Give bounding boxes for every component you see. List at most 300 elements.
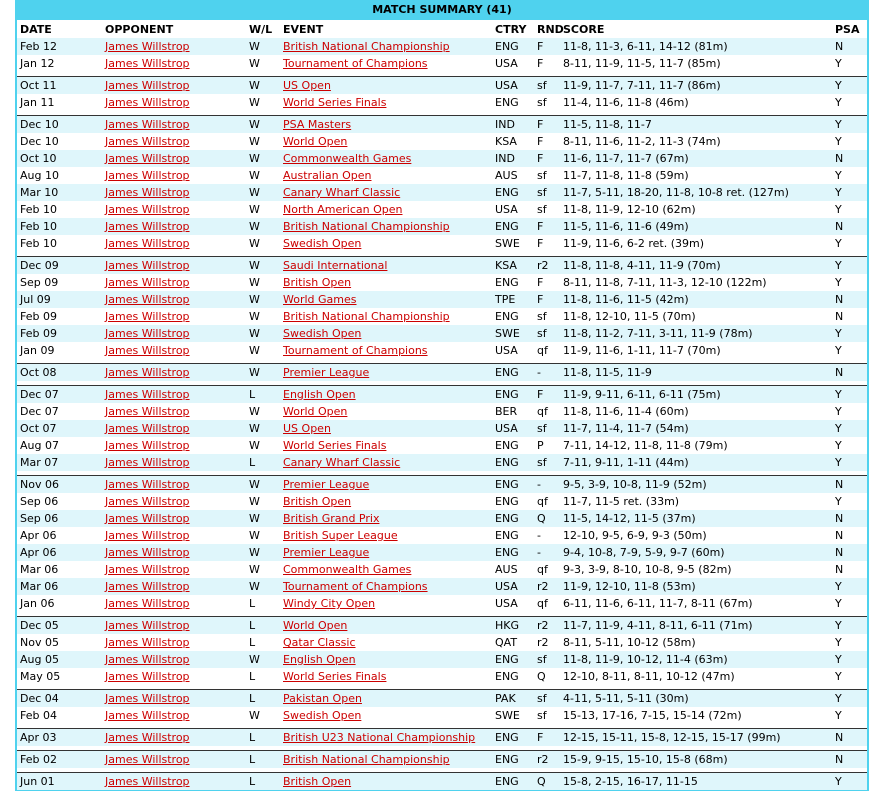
score-cell: 9-5, 3-9, 10-8, 11-9 (52m) xyxy=(560,476,832,494)
match-date: Apr 06 xyxy=(17,544,102,561)
table-row xyxy=(17,342,867,359)
event-link[interactable]: North American Open xyxy=(283,203,403,216)
event-link[interactable]: Swedish Open xyxy=(283,327,362,340)
opponent-link[interactable]: James Willstrop xyxy=(105,456,190,469)
table-row xyxy=(17,544,867,561)
opponent-link[interactable]: James Willstrop xyxy=(105,327,190,340)
score-cell: 11-9, 9-11, 6-11, 6-11 (75m) xyxy=(560,386,832,404)
event-link[interactable]: World Games xyxy=(283,293,357,306)
event-cell xyxy=(280,751,492,769)
opponent-cell xyxy=(102,707,246,724)
event-cell xyxy=(280,578,492,595)
opponent-link[interactable]: James Willstrop xyxy=(105,96,190,109)
score-cell: 11-9, 11-7, 7-11, 11-7 (86m) xyxy=(560,77,832,95)
event-cell xyxy=(280,133,492,150)
event-link[interactable]: English Open xyxy=(283,653,356,666)
country-cell: BER xyxy=(492,403,534,420)
match-date: Aug 10 xyxy=(17,167,102,184)
psa-cell: Y xyxy=(832,668,867,685)
country-cell: ENG xyxy=(492,773,534,791)
event-link[interactable]: Premier League xyxy=(283,478,370,491)
event-cell xyxy=(280,690,492,708)
opponent-link[interactable]: James Willstrop xyxy=(105,512,190,525)
event-link[interactable]: English Open xyxy=(283,388,356,401)
event-link[interactable]: World Series Finals xyxy=(283,670,387,683)
score-cell: 11-7, 11-8, 11-8 (59m) xyxy=(560,167,832,184)
opponent-link[interactable]: James Willstrop xyxy=(105,439,190,452)
opponent-cell xyxy=(102,729,246,747)
opponent-link[interactable]: James Willstrop xyxy=(105,310,190,323)
score-cell: 11-9, 12-10, 11-8 (53m) xyxy=(560,578,832,595)
event-cell xyxy=(280,707,492,724)
score-cell: 11-9, 11-6, 1-11, 11-7 (70m) xyxy=(560,342,832,359)
opponent-link[interactable]: James Willstrop xyxy=(105,79,190,92)
score-cell: 11-8, 11-9, 12-10 (62m) xyxy=(560,201,832,218)
opponent-link[interactable]: James Willstrop xyxy=(105,169,190,182)
round-cell: P xyxy=(534,437,560,454)
event-link[interactable]: Pakistan Open xyxy=(283,692,362,705)
result-cell: W xyxy=(246,561,280,578)
event-link[interactable]: World Series Finals xyxy=(283,96,387,109)
opponent-cell xyxy=(102,201,246,218)
match-date: Sep 09 xyxy=(17,274,102,291)
match-date: Dec 07 xyxy=(17,386,102,404)
result-cell: W xyxy=(246,235,280,252)
event-link[interactable]: Tournament of Champions xyxy=(283,344,428,357)
psa-cell: Y xyxy=(832,184,867,201)
opponent-cell xyxy=(102,617,246,635)
opponent-cell xyxy=(102,773,246,791)
result-cell: W xyxy=(246,167,280,184)
match-table xyxy=(17,20,867,790)
table-row xyxy=(17,133,867,150)
opponent-link[interactable]: James Willstrop xyxy=(105,619,190,632)
country-cell: IND xyxy=(492,116,534,134)
opponent-link[interactable]: James Willstrop xyxy=(105,580,190,593)
table-row xyxy=(17,274,867,291)
psa-cell: N xyxy=(832,218,867,235)
round-cell: - xyxy=(534,527,560,544)
country-cell: USA xyxy=(492,420,534,437)
opponent-link[interactable]: James Willstrop xyxy=(105,709,190,722)
event-link[interactable]: PSA Masters xyxy=(283,118,352,131)
event-cell xyxy=(280,325,492,342)
result-cell: W xyxy=(246,184,280,201)
psa-cell: N xyxy=(832,476,867,494)
opponent-link[interactable]: James Willstrop xyxy=(105,220,190,233)
table-row xyxy=(17,578,867,595)
event-cell xyxy=(280,386,492,404)
table-row xyxy=(17,364,867,382)
event-link[interactable]: British National Championship xyxy=(283,220,450,233)
event-link[interactable]: Canary Wharf Classic xyxy=(283,456,401,469)
country-cell: USA xyxy=(492,578,534,595)
opponent-link[interactable]: James Willstrop xyxy=(105,57,190,70)
table-row xyxy=(17,184,867,201)
score-cell: 9-3, 3-9, 8-10, 10-8, 9-5 (82m) xyxy=(560,561,832,578)
opponent-cell xyxy=(102,291,246,308)
opponent-link[interactable]: James Willstrop xyxy=(105,40,190,53)
event-link[interactable]: Commonwealth Games xyxy=(283,563,412,576)
opponent-link[interactable]: James Willstrop xyxy=(105,118,190,131)
opponent-link[interactable]: James Willstrop xyxy=(105,653,190,666)
opponent-cell xyxy=(102,184,246,201)
score-cell: 11-5, 11-8, 11-7 xyxy=(560,116,832,134)
event-link[interactable]: Qatar Classic xyxy=(283,636,356,649)
country-cell: ENG xyxy=(492,364,534,382)
psa-cell: Y xyxy=(832,578,867,595)
round-cell: r2 xyxy=(534,634,560,651)
opponent-cell xyxy=(102,257,246,275)
event-cell xyxy=(280,493,492,510)
event-cell xyxy=(280,308,492,325)
match-date: Aug 07 xyxy=(17,437,102,454)
match-date: Dec 09 xyxy=(17,257,102,275)
event-cell xyxy=(280,668,492,685)
opponent-link[interactable]: James Willstrop xyxy=(105,259,190,272)
table-row xyxy=(17,751,867,769)
round-cell: sf xyxy=(534,201,560,218)
country-cell: ENG xyxy=(492,38,534,55)
opponent-cell xyxy=(102,690,246,708)
score-cell: 11-8, 11-2, 7-11, 3-11, 11-9 (78m) xyxy=(560,325,832,342)
round-cell: F xyxy=(534,150,560,167)
round-cell: sf xyxy=(534,454,560,471)
round-cell: sf xyxy=(534,94,560,111)
event-link[interactable]: British National Championship xyxy=(283,753,450,766)
header-rnd: RND xyxy=(537,22,564,36)
event-link[interactable]: British Open xyxy=(283,775,352,788)
match-date: Feb 09 xyxy=(17,325,102,342)
header-event: EVENT xyxy=(283,22,324,36)
match-rows xyxy=(17,38,867,790)
opponent-cell xyxy=(102,325,246,342)
opponent-link[interactable]: James Willstrop xyxy=(105,203,190,216)
opponent-link[interactable]: James Willstrop xyxy=(105,276,190,289)
score-cell: 8-11, 11-8, 7-11, 11-3, 12-10 (122m) xyxy=(560,274,832,291)
score-cell: 12-10, 8-11, 8-11, 10-12 (47m) xyxy=(560,668,832,685)
opponent-link[interactable]: James Willstrop xyxy=(105,405,190,418)
header-wl: W/L xyxy=(249,22,273,36)
event-link[interactable]: British National Championship xyxy=(283,40,450,53)
country-cell: SWE xyxy=(492,325,534,342)
event-link[interactable]: World Open xyxy=(283,405,348,418)
psa-cell: N xyxy=(832,527,867,544)
event-cell xyxy=(280,773,492,791)
event-link[interactable]: Saudi International xyxy=(283,259,388,272)
opponent-cell xyxy=(102,454,246,471)
event-cell xyxy=(280,651,492,668)
event-cell xyxy=(280,403,492,420)
psa-cell: Y xyxy=(832,167,867,184)
opponent-link[interactable]: James Willstrop xyxy=(105,529,190,542)
match-date: Dec 10 xyxy=(17,116,102,134)
psa-cell: N xyxy=(832,291,867,308)
event-link[interactable]: British Grand Prix xyxy=(283,512,380,525)
event-link[interactable]: Canary Wharf Classic xyxy=(283,186,401,199)
country-cell: ENG xyxy=(492,454,534,471)
round-cell: F xyxy=(534,235,560,252)
table-row xyxy=(17,510,867,527)
opponent-link[interactable]: James Willstrop xyxy=(105,366,190,379)
country-cell: ENG xyxy=(492,274,534,291)
event-link[interactable]: Tournament of Champions xyxy=(283,57,428,70)
round-cell: F xyxy=(534,218,560,235)
score-cell: 11-8, 11-6, 11-5 (42m) xyxy=(560,291,832,308)
psa-cell: N xyxy=(832,308,867,325)
table-row xyxy=(17,308,867,325)
psa-cell: Y xyxy=(832,403,867,420)
match-date: Sep 06 xyxy=(17,493,102,510)
result-cell: W xyxy=(246,364,280,382)
match-date: Oct 07 xyxy=(17,420,102,437)
score-cell: 4-11, 5-11, 5-11 (30m) xyxy=(560,690,832,708)
match-date: Mar 10 xyxy=(17,184,102,201)
round-cell: - xyxy=(534,544,560,561)
header-date: DATE xyxy=(20,22,52,36)
result-cell: W xyxy=(246,150,280,167)
opponent-cell xyxy=(102,668,246,685)
score-cell: 11-9, 11-6, 6-2 ret. (39m) xyxy=(560,235,832,252)
opponent-cell xyxy=(102,561,246,578)
event-link[interactable]: British Open xyxy=(283,495,352,508)
match-date: Oct 11 xyxy=(17,77,102,95)
table-row xyxy=(17,595,867,612)
round-cell: sf xyxy=(534,420,560,437)
event-link[interactable]: British Open xyxy=(283,276,352,289)
event-cell xyxy=(280,218,492,235)
event-cell xyxy=(280,527,492,544)
table-row xyxy=(17,690,867,708)
event-cell xyxy=(280,342,492,359)
opponent-cell xyxy=(102,55,246,72)
round-cell: r2 xyxy=(534,257,560,275)
score-cell: 11-8, 12-10, 11-5 (70m) xyxy=(560,308,832,325)
event-link[interactable]: US Open xyxy=(283,422,331,435)
round-cell: sf xyxy=(534,651,560,668)
opponent-link[interactable]: James Willstrop xyxy=(105,152,190,165)
result-cell: W xyxy=(246,94,280,111)
score-cell: 15-8, 2-15, 16-17, 11-15 xyxy=(560,773,832,791)
result-cell: L xyxy=(246,668,280,685)
table-row xyxy=(17,651,867,668)
country-cell: AUS xyxy=(492,561,534,578)
result-cell: W xyxy=(246,133,280,150)
event-link[interactable]: World Open xyxy=(283,135,348,148)
opponent-cell xyxy=(102,403,246,420)
event-cell xyxy=(280,201,492,218)
table-row xyxy=(17,218,867,235)
event-link[interactable]: World Series Finals xyxy=(283,439,387,452)
event-cell xyxy=(280,454,492,471)
score-cell: 11-7, 5-11, 18-20, 11-8, 10-8 ret. (127m) xyxy=(560,184,832,201)
header-opponent: OPPONENT xyxy=(105,22,174,36)
opponent-link[interactable]: James Willstrop xyxy=(105,753,190,766)
psa-cell: Y xyxy=(832,201,867,218)
psa-cell: Y xyxy=(832,235,867,252)
country-cell: USA xyxy=(492,77,534,95)
score-cell: 11-7, 11-4, 11-7 (54m) xyxy=(560,420,832,437)
table-row xyxy=(17,617,867,635)
table-row xyxy=(17,116,867,134)
round-cell: sf xyxy=(534,690,560,708)
round-cell: Q xyxy=(534,668,560,685)
round-cell: sf xyxy=(534,167,560,184)
opponent-link[interactable]: James Willstrop xyxy=(105,597,190,610)
round-cell: F xyxy=(534,274,560,291)
event-link[interactable]: British U23 National Championship xyxy=(283,731,476,744)
result-cell: W xyxy=(246,527,280,544)
header-psa: PSA xyxy=(835,22,860,36)
opponent-link[interactable]: James Willstrop xyxy=(105,135,190,148)
event-cell xyxy=(280,184,492,201)
score-cell: 8-11, 11-6, 11-2, 11-3 (74m) xyxy=(560,133,832,150)
country-cell: USA xyxy=(492,55,534,72)
match-date: Mar 06 xyxy=(17,578,102,595)
round-cell: sf xyxy=(534,184,560,201)
result-cell: W xyxy=(246,651,280,668)
opponent-link[interactable]: James Willstrop xyxy=(105,563,190,576)
psa-cell: N xyxy=(832,510,867,527)
event-link[interactable]: Australian Open xyxy=(283,169,372,182)
match-date: Nov 05 xyxy=(17,634,102,651)
opponent-link[interactable]: James Willstrop xyxy=(105,670,190,683)
event-link[interactable]: British Super League xyxy=(283,529,398,542)
country-cell: SWE xyxy=(492,235,534,252)
event-link[interactable]: Tournament of Champions xyxy=(283,580,428,593)
psa-cell: Y xyxy=(832,133,867,150)
event-link[interactable]: British National Championship xyxy=(283,310,450,323)
opponent-cell xyxy=(102,437,246,454)
event-link[interactable]: Swedish Open xyxy=(283,237,362,250)
opponent-link[interactable]: James Willstrop xyxy=(105,344,190,357)
result-cell: L xyxy=(246,751,280,769)
match-date: Dec 05 xyxy=(17,617,102,635)
event-link[interactable]: Windy City Open xyxy=(283,597,376,610)
match-date: Oct 08 xyxy=(17,364,102,382)
header-score: SCORE xyxy=(563,22,605,36)
opponent-link[interactable]: James Willstrop xyxy=(105,546,190,559)
opponent-link[interactable]: James Willstrop xyxy=(105,388,190,401)
country-cell: ENG xyxy=(492,651,534,668)
table-row xyxy=(17,201,867,218)
country-cell: ENG xyxy=(492,476,534,494)
event-link[interactable]: World Open xyxy=(283,619,348,632)
result-cell: L xyxy=(246,634,280,651)
event-link[interactable]: Commonwealth Games xyxy=(283,152,412,165)
opponent-cell xyxy=(102,420,246,437)
country-cell: AUS xyxy=(492,167,534,184)
opponent-link[interactable]: James Willstrop xyxy=(105,186,190,199)
table-row xyxy=(17,729,867,747)
opponent-link[interactable]: James Willstrop xyxy=(105,775,190,788)
event-link[interactable]: Swedish Open xyxy=(283,709,362,722)
event-cell xyxy=(280,364,492,382)
match-date: Jan 12 xyxy=(17,55,102,72)
result-cell: W xyxy=(246,578,280,595)
result-cell: W xyxy=(246,38,280,55)
result-cell: L xyxy=(246,595,280,612)
table-row xyxy=(17,325,867,342)
match-date: Mar 07 xyxy=(17,454,102,471)
opponent-link[interactable]: James Willstrop xyxy=(105,478,190,491)
match-date: Jan 11 xyxy=(17,94,102,111)
opponent-cell xyxy=(102,386,246,404)
match-date: Dec 10 xyxy=(17,133,102,150)
result-cell: W xyxy=(246,291,280,308)
result-cell: L xyxy=(246,729,280,747)
opponent-link[interactable]: James Willstrop xyxy=(105,237,190,250)
psa-cell: Y xyxy=(832,690,867,708)
opponent-cell xyxy=(102,544,246,561)
country-cell: QAT xyxy=(492,634,534,651)
table-row xyxy=(17,493,867,510)
psa-cell: Y xyxy=(832,634,867,651)
score-cell: 11-8, 11-3, 6-11, 14-12 (81m) xyxy=(560,38,832,55)
event-cell xyxy=(280,38,492,55)
event-link[interactable]: Premier League xyxy=(283,546,370,559)
round-cell: sf xyxy=(534,77,560,95)
opponent-cell xyxy=(102,150,246,167)
country-cell: KSA xyxy=(492,133,534,150)
match-date: Nov 06 xyxy=(17,476,102,494)
psa-cell: Y xyxy=(832,595,867,612)
psa-cell: Y xyxy=(832,342,867,359)
opponent-cell xyxy=(102,235,246,252)
table-row xyxy=(17,167,867,184)
event-link[interactable]: Premier League xyxy=(283,366,370,379)
psa-cell: N xyxy=(832,38,867,55)
result-cell: W xyxy=(246,510,280,527)
table-row xyxy=(17,386,867,404)
opponent-link[interactable]: James Willstrop xyxy=(105,495,190,508)
opponent-link[interactable]: James Willstrop xyxy=(105,731,190,744)
round-cell: qf xyxy=(534,595,560,612)
country-cell: USA xyxy=(492,342,534,359)
event-cell xyxy=(280,729,492,747)
opponent-cell xyxy=(102,364,246,382)
table-row xyxy=(17,150,867,167)
opponent-link[interactable]: James Willstrop xyxy=(105,692,190,705)
event-link[interactable]: US Open xyxy=(283,79,331,92)
opponent-link[interactable]: James Willstrop xyxy=(105,293,190,306)
event-cell xyxy=(280,476,492,494)
match-date: Feb 10 xyxy=(17,235,102,252)
opponent-link[interactable]: James Willstrop xyxy=(105,422,190,435)
psa-cell: N xyxy=(832,544,867,561)
round-cell: - xyxy=(534,364,560,382)
match-date: May 05 xyxy=(17,668,102,685)
opponent-cell xyxy=(102,218,246,235)
event-cell xyxy=(280,420,492,437)
result-cell: L xyxy=(246,454,280,471)
table-row xyxy=(17,668,867,685)
country-cell: HKG xyxy=(492,617,534,635)
country-cell: ENG xyxy=(492,493,534,510)
header-ctry: CTRY xyxy=(495,22,527,36)
opponent-link[interactable]: James Willstrop xyxy=(105,636,190,649)
result-cell: W xyxy=(246,707,280,724)
country-cell: ENG xyxy=(492,510,534,527)
match-date: Jul 09 xyxy=(17,291,102,308)
event-cell xyxy=(280,116,492,134)
table-row xyxy=(17,454,867,471)
result-cell: L xyxy=(246,617,280,635)
table-row xyxy=(17,437,867,454)
psa-cell: Y xyxy=(832,454,867,471)
psa-cell: Y xyxy=(832,257,867,275)
opponent-cell xyxy=(102,167,246,184)
